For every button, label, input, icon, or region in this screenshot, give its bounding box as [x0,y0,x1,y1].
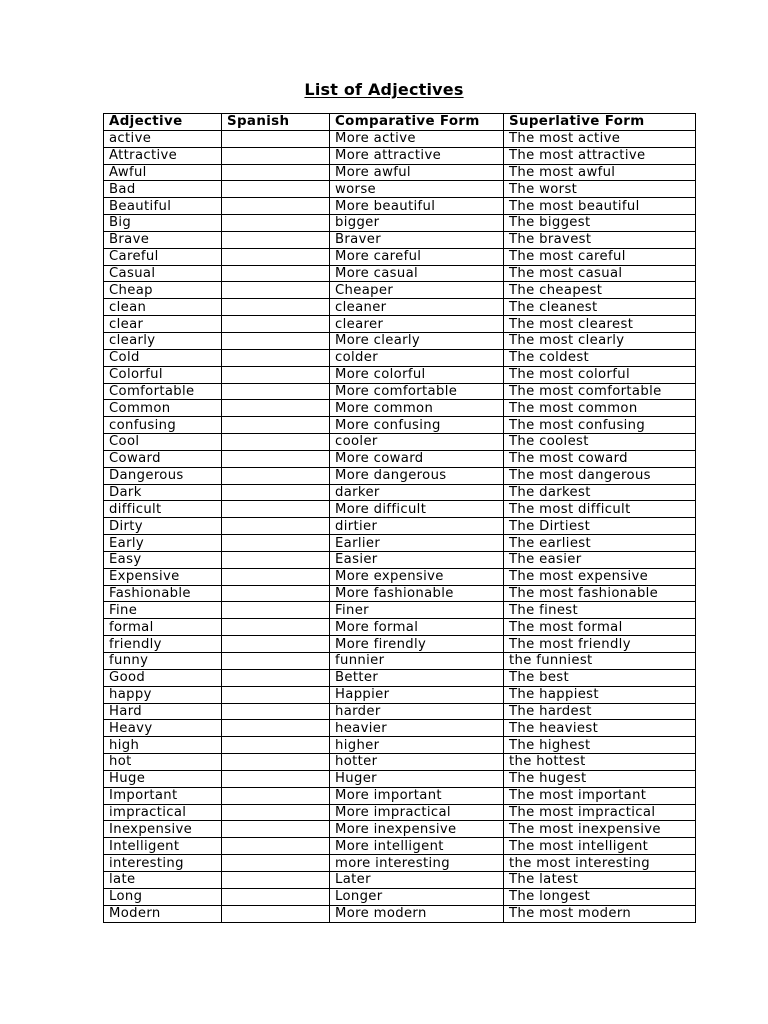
table-row [104,484,696,501]
cell-spanish [222,636,330,653]
table-header [104,114,696,131]
table-row [104,400,696,417]
cell-superlative: The most modern [504,905,696,922]
cell-spanish [222,316,330,333]
cell-superlative: the funniest [504,653,696,670]
cell-superlative: The heaviest [504,720,696,737]
table-row [104,467,696,484]
cell-comparative: More firendly [330,636,504,653]
cell-comparative: heavier [330,720,504,737]
table-row [104,636,696,653]
cell-superlative: The most inexpensive [504,821,696,838]
cell-superlative: The most difficult [504,501,696,518]
table-row [104,383,696,400]
cell-comparative: More active [330,130,504,147]
cell-adjective: late [104,871,222,888]
cell-spanish [222,434,330,451]
cell-spanish [222,905,330,922]
cell-spanish [222,484,330,501]
cell-adjective: Dirty [104,518,222,535]
cell-adjective: high [104,737,222,754]
cell-spanish [222,265,330,282]
cell-spanish [222,821,330,838]
cell-adjective: Cheap [104,282,222,299]
table-row [104,164,696,181]
cell-adjective: formal [104,619,222,636]
cell-comparative: funnier [330,653,504,670]
cell-comparative: More coward [330,450,504,467]
cell-spanish [222,585,330,602]
cell-superlative: The most beautiful [504,198,696,215]
table-row [104,737,696,754]
cell-spanish [222,518,330,535]
header-spanish: Spanish [222,114,330,131]
cell-spanish [222,383,330,400]
cell-superlative: The most impractical [504,804,696,821]
cell-comparative: Better [330,669,504,686]
cell-adjective: Good [104,669,222,686]
cell-comparative: clearer [330,316,504,333]
cell-comparative: More confusing [330,417,504,434]
cell-spanish [222,703,330,720]
cell-superlative: The bravest [504,231,696,248]
cell-superlative: The happiest [504,686,696,703]
cell-comparative: More intelligent [330,838,504,855]
cell-spanish [222,754,330,771]
cell-adjective: Expensive [104,568,222,585]
page-title: List of Adjectives [304,80,464,99]
cell-adjective: Brave [104,231,222,248]
table-row [104,619,696,636]
cell-spanish [222,417,330,434]
cell-spanish [222,299,330,316]
cell-adjective: Fashionable [104,585,222,602]
cell-spanish [222,181,330,198]
cell-adjective: Common [104,400,222,417]
cell-comparative: More common [330,400,504,417]
table-row [104,282,696,299]
cell-spanish [222,669,330,686]
cell-comparative: Braver [330,231,504,248]
cell-adjective: Awful [104,164,222,181]
cell-adjective: interesting [104,855,222,872]
table-row [104,770,696,787]
cell-superlative: The biggest [504,215,696,232]
cell-comparative: bigger [330,215,504,232]
cell-spanish [222,871,330,888]
cell-comparative: More formal [330,619,504,636]
header-adjective: Adjective [104,114,222,131]
table-row [104,417,696,434]
cell-adjective: Colorful [104,366,222,383]
cell-comparative: worse [330,181,504,198]
cell-spanish [222,147,330,164]
cell-spanish [222,130,330,147]
table-body [104,130,696,922]
cell-adjective: Comfortable [104,383,222,400]
cell-spanish [222,770,330,787]
cell-comparative: More awful [330,164,504,181]
cell-adjective: active [104,130,222,147]
table-row [104,130,696,147]
table-row [104,838,696,855]
cell-superlative: The most common [504,400,696,417]
cell-comparative: Happier [330,686,504,703]
cell-adjective: Cold [104,349,222,366]
cell-spanish [222,349,330,366]
cell-comparative: More colorful [330,366,504,383]
cell-superlative: The most casual [504,265,696,282]
cell-superlative: The hardest [504,703,696,720]
cell-spanish [222,619,330,636]
cell-adjective: Attractive [104,147,222,164]
cell-superlative: The cleanest [504,299,696,316]
cell-superlative: The finest [504,602,696,619]
cell-spanish [222,400,330,417]
cell-comparative: more interesting [330,855,504,872]
cell-superlative: the most interesting [504,855,696,872]
cell-adjective: Important [104,787,222,804]
cell-adjective: Huge [104,770,222,787]
cell-comparative: More dangerous [330,467,504,484]
cell-adjective: Early [104,535,222,552]
cell-superlative: The longest [504,888,696,905]
cell-comparative: Cheaper [330,282,504,299]
cell-comparative: More inexpensive [330,821,504,838]
cell-adjective: Fine [104,602,222,619]
cell-comparative: Earlier [330,535,504,552]
cell-adjective: Big [104,215,222,232]
cell-spanish [222,787,330,804]
cell-superlative: The most expensive [504,568,696,585]
cell-comparative: Finer [330,602,504,619]
cell-spanish [222,551,330,568]
cell-superlative: The darkest [504,484,696,501]
cell-spanish [222,855,330,872]
cell-superlative: The latest [504,871,696,888]
table-row [104,787,696,804]
cell-adjective: friendly [104,636,222,653]
cell-comparative: colder [330,349,504,366]
cell-comparative: More impractical [330,804,504,821]
cell-spanish [222,888,330,905]
cell-comparative: darker [330,484,504,501]
table-row [104,299,696,316]
cell-superlative: the hottest [504,754,696,771]
cell-comparative: More casual [330,265,504,282]
cell-comparative: Longer [330,888,504,905]
cell-superlative: The worst [504,181,696,198]
cell-adjective: clear [104,316,222,333]
header-comparative-form: Comparative Form [330,114,504,131]
cell-adjective: Easy [104,551,222,568]
cell-comparative: dirtier [330,518,504,535]
table-row [104,653,696,670]
cell-comparative: Later [330,871,504,888]
cell-superlative: The highest [504,737,696,754]
cell-spanish [222,248,330,265]
table-row [104,535,696,552]
cell-spanish [222,804,330,821]
table-row [104,821,696,838]
cell-superlative: The most comfortable [504,383,696,400]
cell-spanish [222,568,330,585]
cell-superlative: The most coward [504,450,696,467]
cell-superlative: The most friendly [504,636,696,653]
cell-spanish [222,501,330,518]
cell-superlative: The hugest [504,770,696,787]
table-row [104,434,696,451]
cell-spanish [222,215,330,232]
cell-adjective: Casual [104,265,222,282]
cell-superlative: The most formal [504,619,696,636]
table-row [104,316,696,333]
cell-comparative: More modern [330,905,504,922]
cell-comparative: More difficult [330,501,504,518]
table-row [104,147,696,164]
cell-superlative: The most active [504,130,696,147]
cell-comparative: Huger [330,770,504,787]
cell-spanish [222,450,330,467]
cell-adjective: Careful [104,248,222,265]
cell-adjective: Modern [104,905,222,922]
header-superlative-form: Superlative Form [504,114,696,131]
cell-spanish [222,653,330,670]
cell-comparative: More careful [330,248,504,265]
table-row [104,181,696,198]
cell-adjective: hot [104,754,222,771]
table-row [104,720,696,737]
table-row [104,518,696,535]
cell-superlative: The coldest [504,349,696,366]
table-row [104,585,696,602]
table-row [104,905,696,922]
table-row [104,366,696,383]
cell-comparative: More attractive [330,147,504,164]
cell-comparative: More beautiful [330,198,504,215]
cell-comparative: More comfortable [330,383,504,400]
adjectives-table [103,113,696,923]
table-row [104,602,696,619]
header-row [104,114,696,131]
table-row [104,703,696,720]
cell-spanish [222,467,330,484]
table-row [104,265,696,282]
table-row [104,888,696,905]
cell-superlative: The cheapest [504,282,696,299]
cell-spanish [222,231,330,248]
cell-spanish [222,720,330,737]
cell-spanish [222,602,330,619]
cell-spanish [222,686,330,703]
cell-adjective: Long [104,888,222,905]
cell-superlative: The most clearly [504,332,696,349]
table-row [104,855,696,872]
cell-adjective: difficult [104,501,222,518]
cell-adjective: happy [104,686,222,703]
cell-adjective: Beautiful [104,198,222,215]
cell-spanish [222,838,330,855]
cell-superlative: The earliest [504,535,696,552]
table-row [104,551,696,568]
cell-superlative: The most awful [504,164,696,181]
cell-comparative: More important [330,787,504,804]
cell-spanish [222,332,330,349]
cell-adjective: impractical [104,804,222,821]
cell-comparative: cleaner [330,299,504,316]
cell-superlative: The most fashionable [504,585,696,602]
table-row [104,754,696,771]
cell-spanish [222,366,330,383]
cell-superlative: The Dirtiest [504,518,696,535]
cell-adjective: confusing [104,417,222,434]
cell-comparative: Easier [330,551,504,568]
cell-superlative: The most dangerous [504,467,696,484]
cell-spanish [222,198,330,215]
cell-adjective: Heavy [104,720,222,737]
table-row [104,804,696,821]
cell-adjective: Inexpensive [104,821,222,838]
cell-comparative: cooler [330,434,504,451]
cell-superlative: The easier [504,551,696,568]
cell-superlative: The most confusing [504,417,696,434]
table-row [104,686,696,703]
cell-adjective: Dark [104,484,222,501]
table-row [104,501,696,518]
table-row [104,231,696,248]
cell-comparative: higher [330,737,504,754]
cell-spanish [222,535,330,552]
cell-adjective: Intelligent [104,838,222,855]
cell-adjective: Bad [104,181,222,198]
table-row [104,248,696,265]
cell-superlative: The most attractive [504,147,696,164]
cell-adjective: clean [104,299,222,316]
cell-superlative: The most careful [504,248,696,265]
cell-comparative: More fashionable [330,585,504,602]
table-row [104,349,696,366]
cell-spanish [222,737,330,754]
cell-superlative: The most important [504,787,696,804]
table-row [104,871,696,888]
table-row [104,198,696,215]
cell-comparative: hotter [330,754,504,771]
cell-superlative: The coolest [504,434,696,451]
cell-adjective: Coward [104,450,222,467]
cell-superlative: The most intelligent [504,838,696,855]
cell-spanish [222,164,330,181]
cell-superlative: The best [504,669,696,686]
cell-comparative: More clearly [330,332,504,349]
cell-adjective: funny [104,653,222,670]
cell-adjective: Dangerous [104,467,222,484]
cell-adjective: Cool [104,434,222,451]
cell-adjective: Hard [104,703,222,720]
table-row [104,450,696,467]
cell-comparative: More expensive [330,568,504,585]
cell-superlative: The most colorful [504,366,696,383]
table-row [104,568,696,585]
table-row [104,332,696,349]
cell-superlative: The most clearest [504,316,696,333]
cell-spanish [222,282,330,299]
table-row [104,669,696,686]
table-row [104,215,696,232]
cell-comparative: harder [330,703,504,720]
cell-adjective: clearly [104,332,222,349]
